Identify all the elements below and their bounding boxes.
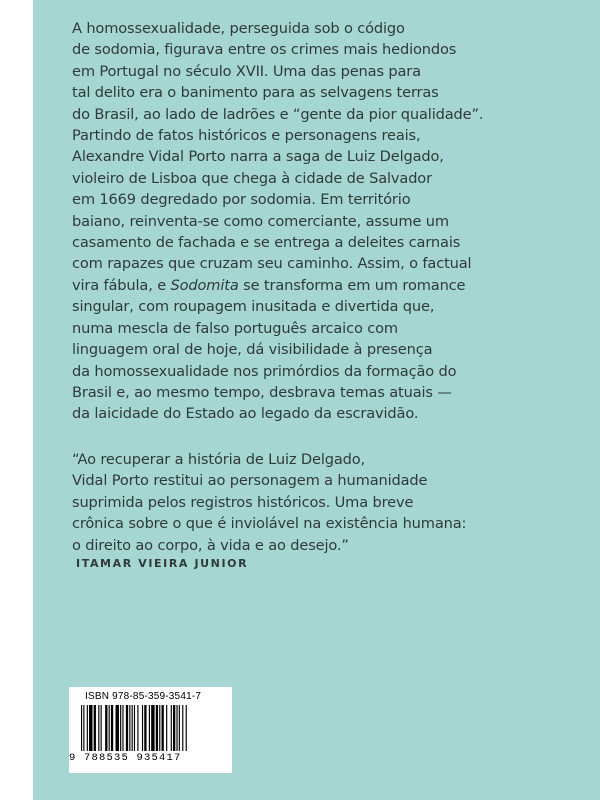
barcode-bar: [116, 705, 119, 751]
barcode-bar: [122, 705, 123, 751]
synopsis-line: tal delito era o banimento para as selvagens terras: [72, 84, 439, 102]
isbn-barcode: [69, 687, 232, 773]
synopsis-line: de sodomia, figurava entre os crimes mais hediondos: [72, 41, 457, 59]
barcode-bar: [134, 705, 135, 751]
synopsis-line: Partindo de fatos históricos e personagens reais,: [72, 127, 421, 145]
barcode-bar: [151, 705, 154, 751]
barcode-bar: [171, 705, 172, 751]
barcode-bar: [179, 705, 180, 751]
synopsis-line: em Portugal no século XVII. Uma das penas para: [72, 62, 421, 80]
quote-line: “Ao recuperar a história de Luiz Delgado,: [72, 451, 366, 468]
barcode-bar: [109, 705, 110, 751]
synopsis-line: baiano, reinventa-se como comerciante, assume um: [72, 212, 449, 230]
barcode-bar: [137, 705, 138, 751]
synopsis-line: singular, com roupagem inusitada e divertida que,: [72, 298, 435, 316]
barcode-bar: [186, 705, 187, 751]
isbn-label: ISBN 978-85-359-3541-7: [85, 691, 202, 702]
barcode-bar: [182, 705, 183, 751]
barcode-bar: [81, 705, 82, 751]
quote-line: o direito ao corpo, à vida e ao desejo.”: [72, 536, 349, 554]
barcode-bars: [75, 705, 227, 753]
quote-line: crônica sobre o que é inviolável na existência humana:: [72, 515, 467, 533]
barcode-bar: [105, 705, 107, 751]
barcode-bar: [162, 705, 164, 751]
synopsis-line-with-title: [72, 275, 552, 296]
synopsis-text: [72, 18, 552, 425]
barcode-bar: [142, 705, 143, 751]
quote-author: ITAMAR VIEIRA JUNIOR: [76, 557, 249, 570]
endorsement-quote: [72, 449, 552, 556]
barcode-bar: [126, 705, 128, 751]
synopsis-text-before-title: vira fábula, e: [72, 276, 171, 294]
barcode-bar: [132, 705, 133, 751]
synopsis-line: Alexandre Vidal Porto narra a saga de Luiz Delgado,: [72, 148, 444, 166]
synopsis-line: numa mescla de falso português arcaico com: [72, 319, 398, 337]
synopsis-line: da homossexualidade nos primórdios da formação do: [72, 362, 457, 380]
barcode-bar: [89, 705, 92, 751]
book-title-italic: Sodomita: [170, 276, 239, 294]
barcode-bar: [83, 705, 84, 751]
synopsis-line: com rapazes que cruzam seu caminho. Assim, o factual: [72, 255, 472, 273]
barcode-bar: [159, 705, 160, 751]
barcode-bar: [94, 705, 96, 751]
synopsis-line: da laicidade do Estado ao legado da escravidão.: [72, 405, 419, 423]
barcode-bar: [166, 705, 167, 751]
synopsis-line: do Brasil, ao lado de ladrões e “gente da pior qualidade”.: [72, 105, 484, 123]
barcode-bar: [120, 705, 121, 751]
barcode-bar: [129, 705, 130, 751]
synopsis-line: em 1669 degredado por sodomia. Em território: [72, 191, 411, 209]
barcode-bar: [144, 705, 146, 751]
quote-line: Vidal Porto restitui ao personagem a humanidade: [72, 472, 428, 490]
synopsis-line: casamento de fachada e se entrega a deleites carnais: [72, 234, 461, 252]
barcode-bar: [173, 705, 175, 751]
synopsis-line: Brasil e, ao mesmo tempo, desbrava temas atuais —: [72, 383, 452, 401]
barcode-bar: [87, 705, 88, 751]
synopsis-line: linguagem oral de hoje, dá visibilidade à presença: [72, 341, 433, 359]
quote-line: suprimida pelos registros históricos. Uma breve: [72, 493, 414, 511]
barcode-bar: [98, 705, 99, 751]
synopsis-text-after-title: se transforma em um romance: [238, 276, 466, 294]
synopsis-line: violeiro de Lisboa que chega à cidade de Salvador: [72, 169, 432, 187]
barcode-bar: [101, 705, 102, 751]
barcode-bar: [156, 705, 158, 751]
barcode-digits: 9 788535 935417: [69, 752, 182, 764]
synopsis-line: A homossexualidade, perseguida sob o código: [72, 20, 405, 37]
barcode-bar: [111, 705, 113, 751]
barcode-bar: [176, 705, 177, 751]
barcode-bar: [149, 705, 150, 751]
